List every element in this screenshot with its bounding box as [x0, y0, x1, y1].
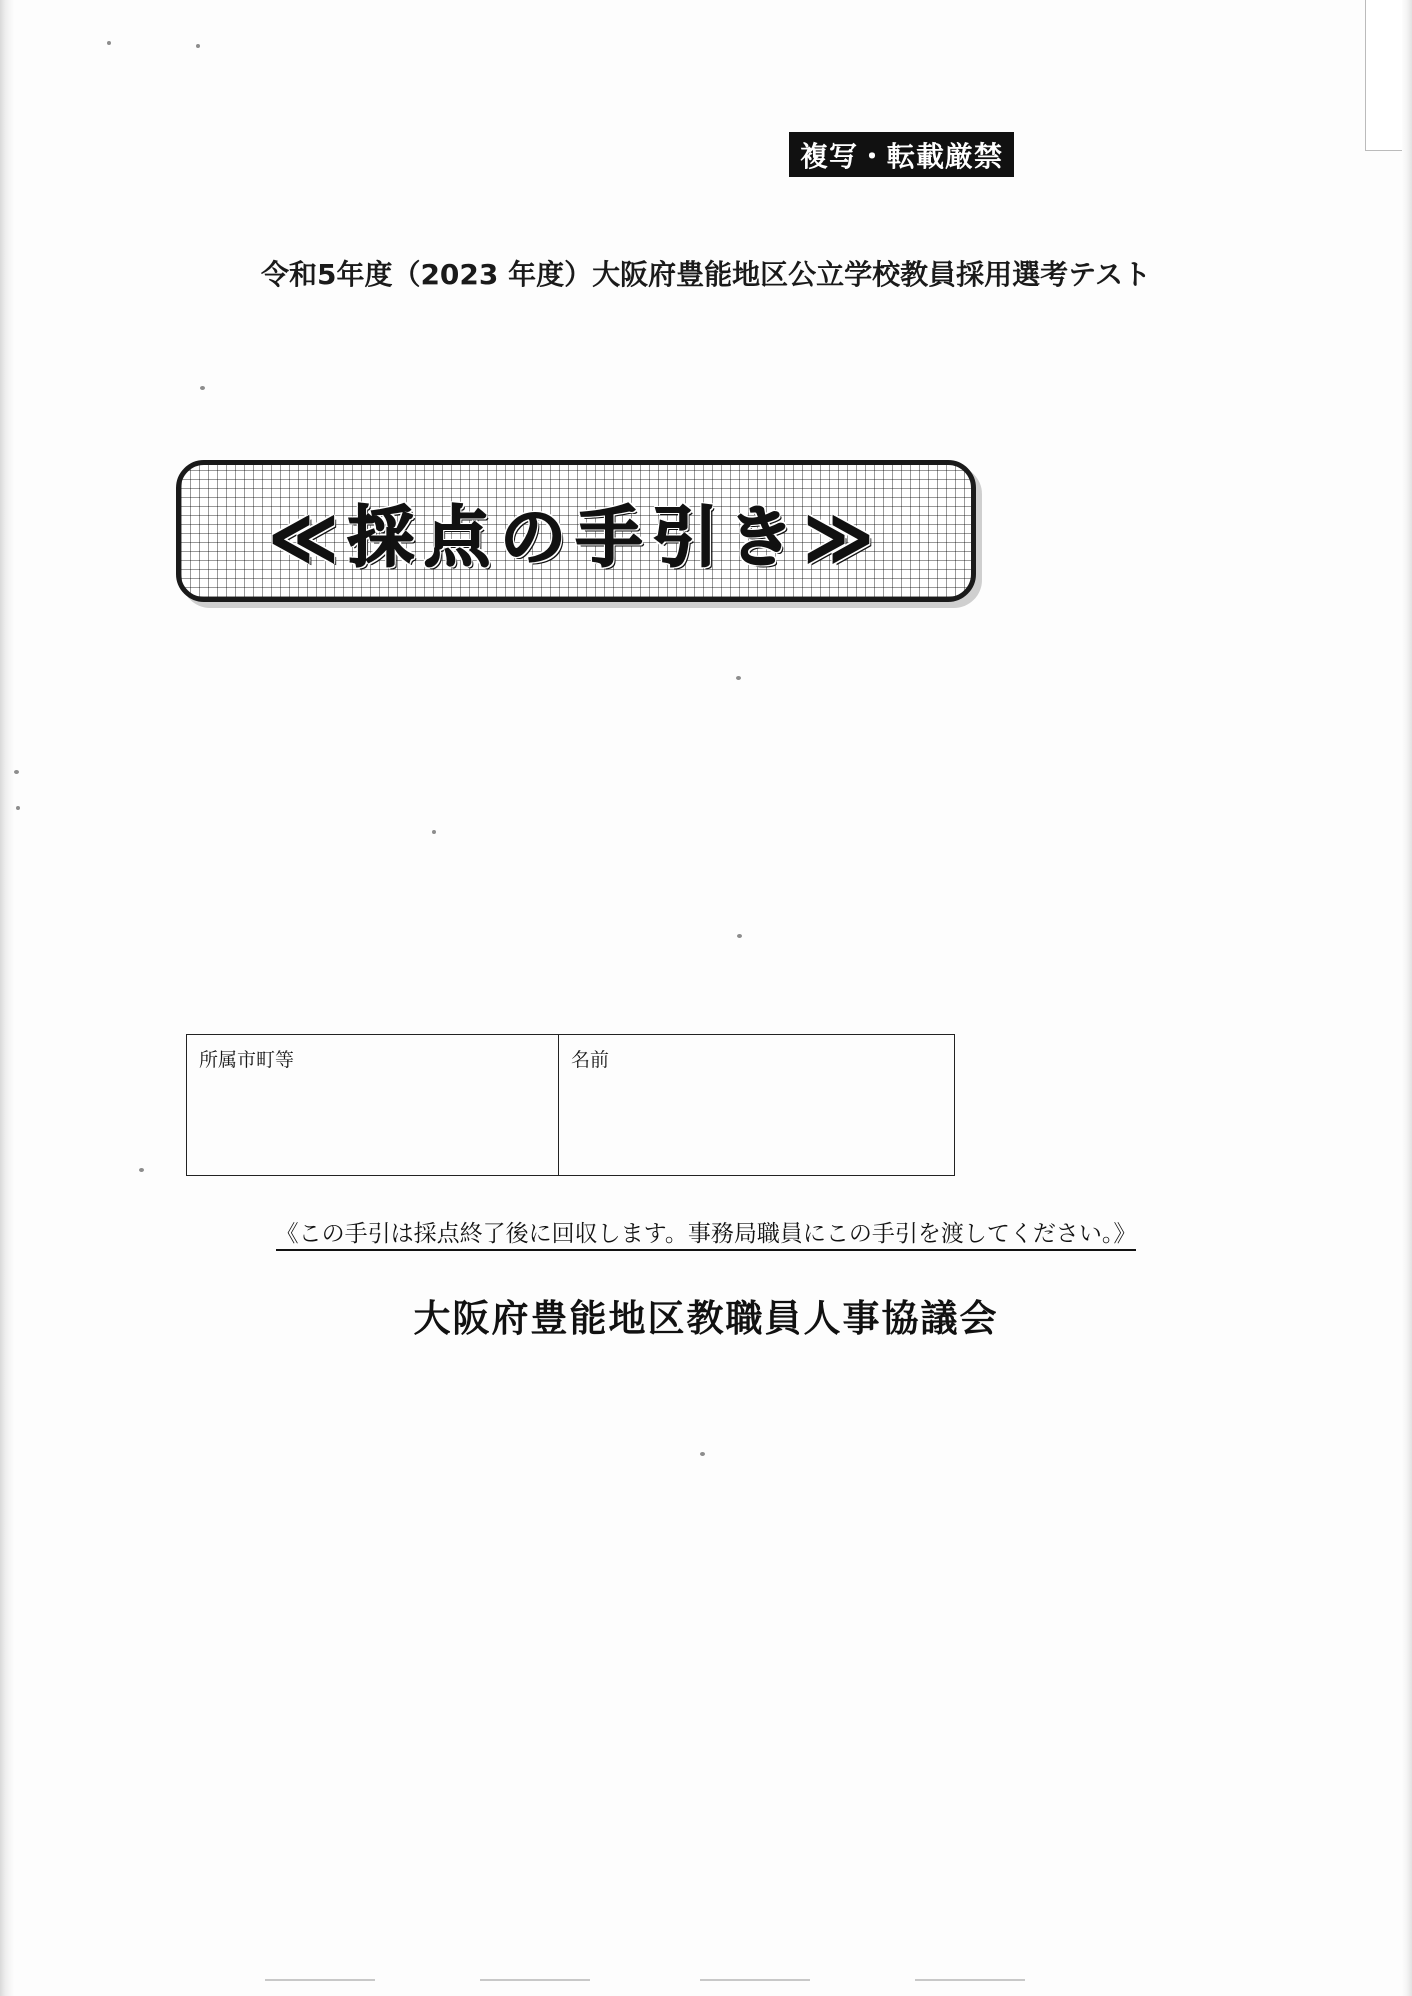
- scan-corner-fold: [1365, 0, 1402, 151]
- scan-speck: [14, 770, 19, 774]
- scoring-guide-plate: [176, 460, 976, 602]
- copy-restriction-banner: 複写・転載厳禁: [789, 132, 1014, 177]
- scan-speck: [139, 1168, 144, 1172]
- scan-speck: [737, 934, 742, 938]
- scan-edge-left: [0, 0, 14, 1996]
- scan-speck: [107, 41, 111, 45]
- scan-edge-right: [1402, 0, 1412, 1996]
- scan-speck: [432, 830, 436, 834]
- collection-note-text: 《この手引は採点終了後に回収します。事務局職員にこの手引を渡してください。》: [276, 1221, 1137, 1251]
- scan-speck: [736, 676, 741, 680]
- scoring-guide-plate-label: ≪採点の手引き≫: [268, 498, 884, 576]
- table-cell-municipality[interactable]: [187, 1035, 559, 1175]
- scan-speck: [200, 386, 205, 390]
- page-title: 令和5年度（2023 年度）大阪府豊能地区公立学校教員採用選考テスト: [260, 258, 1152, 291]
- scan-speck: [196, 44, 200, 48]
- identification-table: [186, 1034, 955, 1176]
- table-cell-name[interactable]: [559, 1035, 953, 1175]
- table-cell-municipality-label: 所属市町等: [199, 1049, 295, 1071]
- table-cell-name-label: 名前: [571, 1049, 610, 1071]
- scan-speck: [16, 806, 20, 810]
- scan-bottom-marks: [0, 1979, 1412, 1982]
- scan-speck: [700, 1452, 705, 1456]
- collection-note: [0, 1215, 1412, 1248]
- issuing-organization: 大阪府豊能地区教職員人事協議会: [413, 1297, 999, 1340]
